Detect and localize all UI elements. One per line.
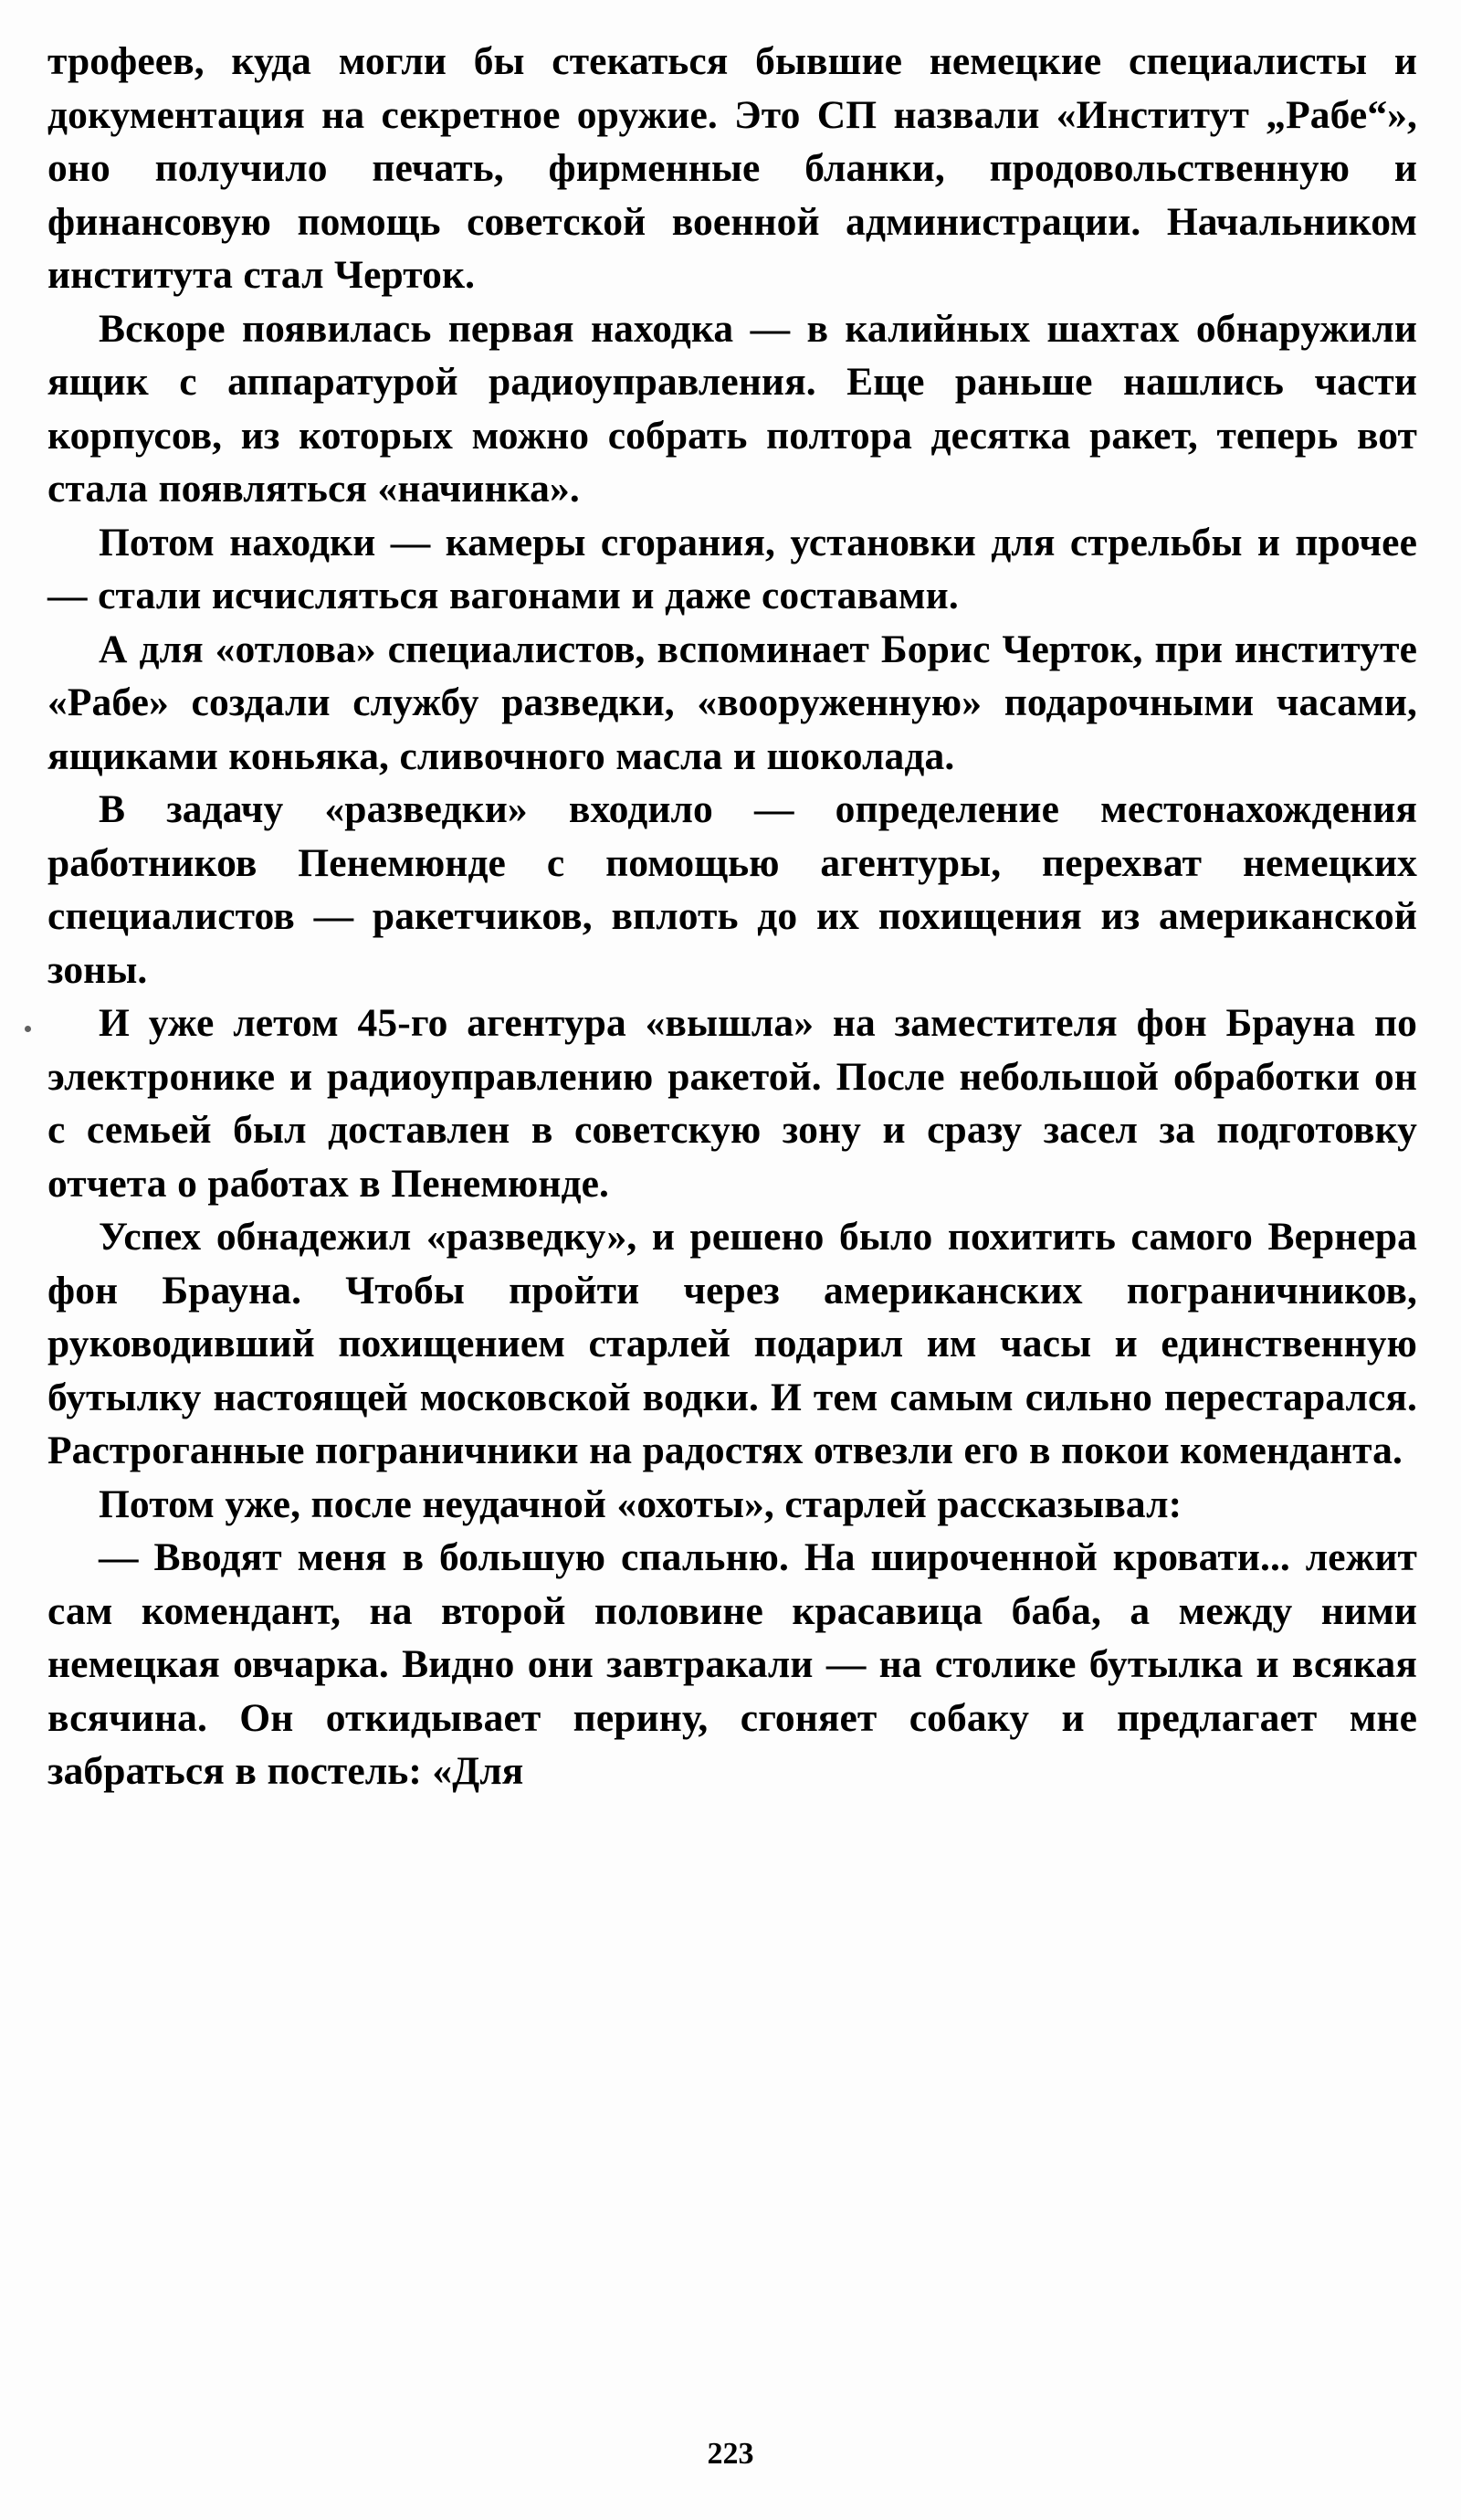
paragraph-7: Успех обнадежил «разведку», и решено было похитить самого Вернера фон Брауна. Чтобы пройти через американских пограничников, руководивший похищением старлей подарил им часы и единственную бутылку настоящей московской водки. И тем самым сильно перестарался. Растроганные пограничники на радостях отвезли его в покои коменданта. bbox=[47, 1215, 1417, 1472]
paragraph-6: И уже летом 45-го агентура «вышла» на заместителя фон Брауна по электронике и радиоуправлению ракетой. После небольшой обработки он с семьей был доставлен в советскую зону и сразу засел за подготовку отчета о работах в Пенемюнде. bbox=[47, 1001, 1417, 1206]
page-text-column bbox=[47, 35, 1417, 1798]
paragraph-2: Вскоре появилась первая находка — в калийных шахтах обнаружили ящик с аппаратурой радиоуправления. Еще раньше нашлись части корпусов, из которых можно собрать полтора десятка ракет, теперь вот стала появляться «начинка». bbox=[47, 306, 1417, 511]
scan-speck bbox=[25, 1026, 31, 1032]
paragraph-1: трофеев, куда могли бы стекаться бывшие немецкие специалисты и документация на секретное оружие. Это СП назвали «Институт „Рабе“», оно получило печать, фирменные бланки, продовольственную и финансовую помощь советской военной администрации. Начальником института стал Черток. bbox=[47, 39, 1417, 297]
page-number: 223 bbox=[707, 2437, 754, 2471]
paragraph-8: Потом уже, после неудачной «охоты», старлей рассказывал: bbox=[99, 1481, 1182, 1526]
paragraph-4: А для «отлова» специалистов, вспоминает Борис Черток, при институте «Рабе» создали службу разведки, «вооруженную» подарочными часами, ящиками коньяка, сливочного масла и шоколада. bbox=[47, 627, 1417, 778]
paragraph-5: В задачу «разведки» входило — определение местонахождения работников Пенемюнде с помощью агентуры, перехват немецких специалистов — ракетчиков, вплоть до их похищения из американской зоны. bbox=[47, 787, 1417, 992]
paragraph-9: — Вводят меня в большую спальню. На широченной кровати... лежит сам комендант, на второй половине красавица баба, а между ними немецкая овчарка. Видно они завтракали — на столике бутылка и всякая всячина. Он откидывает перину, сгоняет собаку и предлагает мне забраться в постель: «Для bbox=[47, 1535, 1417, 1793]
paragraph-3: Потом находки — камеры сгорания, установки для стрельбы и прочее — стали исчисляться вагонами и даже составами. bbox=[47, 520, 1417, 617]
